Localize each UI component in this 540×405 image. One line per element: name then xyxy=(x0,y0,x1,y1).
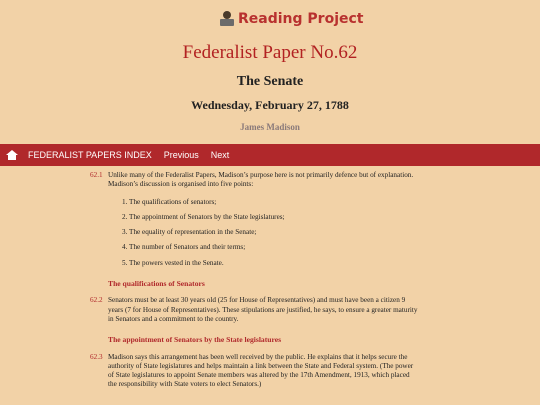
paragraph-62-1 xyxy=(90,171,420,190)
logo-text: Reading Project xyxy=(238,11,364,27)
section-heading-qualifications: The qualifications of Senators xyxy=(108,279,205,289)
paragraph-text: Madison says this arrangement has been well received by the public. He explains that it helps secure the authority of State legislatures and helps maintain a link between the State and Federal system. (The power of State legislatures to appoint Senate members was altered by the 17th Amendment, 1913, which placed the responsibility with State voters to elect Senators.) xyxy=(108,352,414,389)
previous-link[interactable]: Previous xyxy=(163,150,199,160)
list-item: 1. The qualifications of senators; xyxy=(122,197,217,206)
list-item: 2. The appointment of Senators by the State legislatures; xyxy=(122,212,285,221)
navigation-bar xyxy=(0,144,540,166)
next-link[interactable]: Next xyxy=(210,150,230,160)
page-title: Federalist Paper No.62 xyxy=(182,42,358,63)
points-list xyxy=(122,198,420,268)
section-heading-appointment: The appointment of Senators by the State legislatures xyxy=(108,335,282,345)
paragraph-number: 62.1 xyxy=(90,171,103,179)
paragraph-text: Senators must be at least 30 years old (25 for House of Representatives) and must have been a citizen 9 years (7 for House of Representatives). These stipulations are justified, he says, to ensure a greater maturity in Senators and a commitment to the country. xyxy=(108,296,418,323)
paragraph-number: 62.2 xyxy=(90,296,103,305)
reading-project-logo-icon xyxy=(220,11,234,27)
list-item: 5. The powers vested in the Senate. xyxy=(122,258,224,267)
paragraph-number: 62.3 xyxy=(90,352,103,361)
publication-date: Wednesday, February 27, 1788 xyxy=(191,98,349,112)
paragraph-62-2 xyxy=(90,296,420,324)
paragraph-62-3 xyxy=(90,353,420,390)
page-subtitle: The Senate xyxy=(236,74,304,89)
list-item: 4. The number of Senators and their terms; xyxy=(122,243,246,252)
federalist-index-link[interactable]: FEDERALIST PAPERS INDEX xyxy=(28,150,152,160)
site-logo[interactable] xyxy=(220,8,363,30)
home-icon[interactable] xyxy=(6,150,18,160)
paragraph-text: Unlike many of the Federalist Papers, Madison’s purpose here is not primarily defence but of explanation. Madison’s discussion is organised into five points: xyxy=(108,171,414,189)
author-name: James Madison xyxy=(240,122,300,132)
list-item: 3. The equality of representation in the Senate; xyxy=(122,228,257,237)
article-content xyxy=(90,171,420,396)
